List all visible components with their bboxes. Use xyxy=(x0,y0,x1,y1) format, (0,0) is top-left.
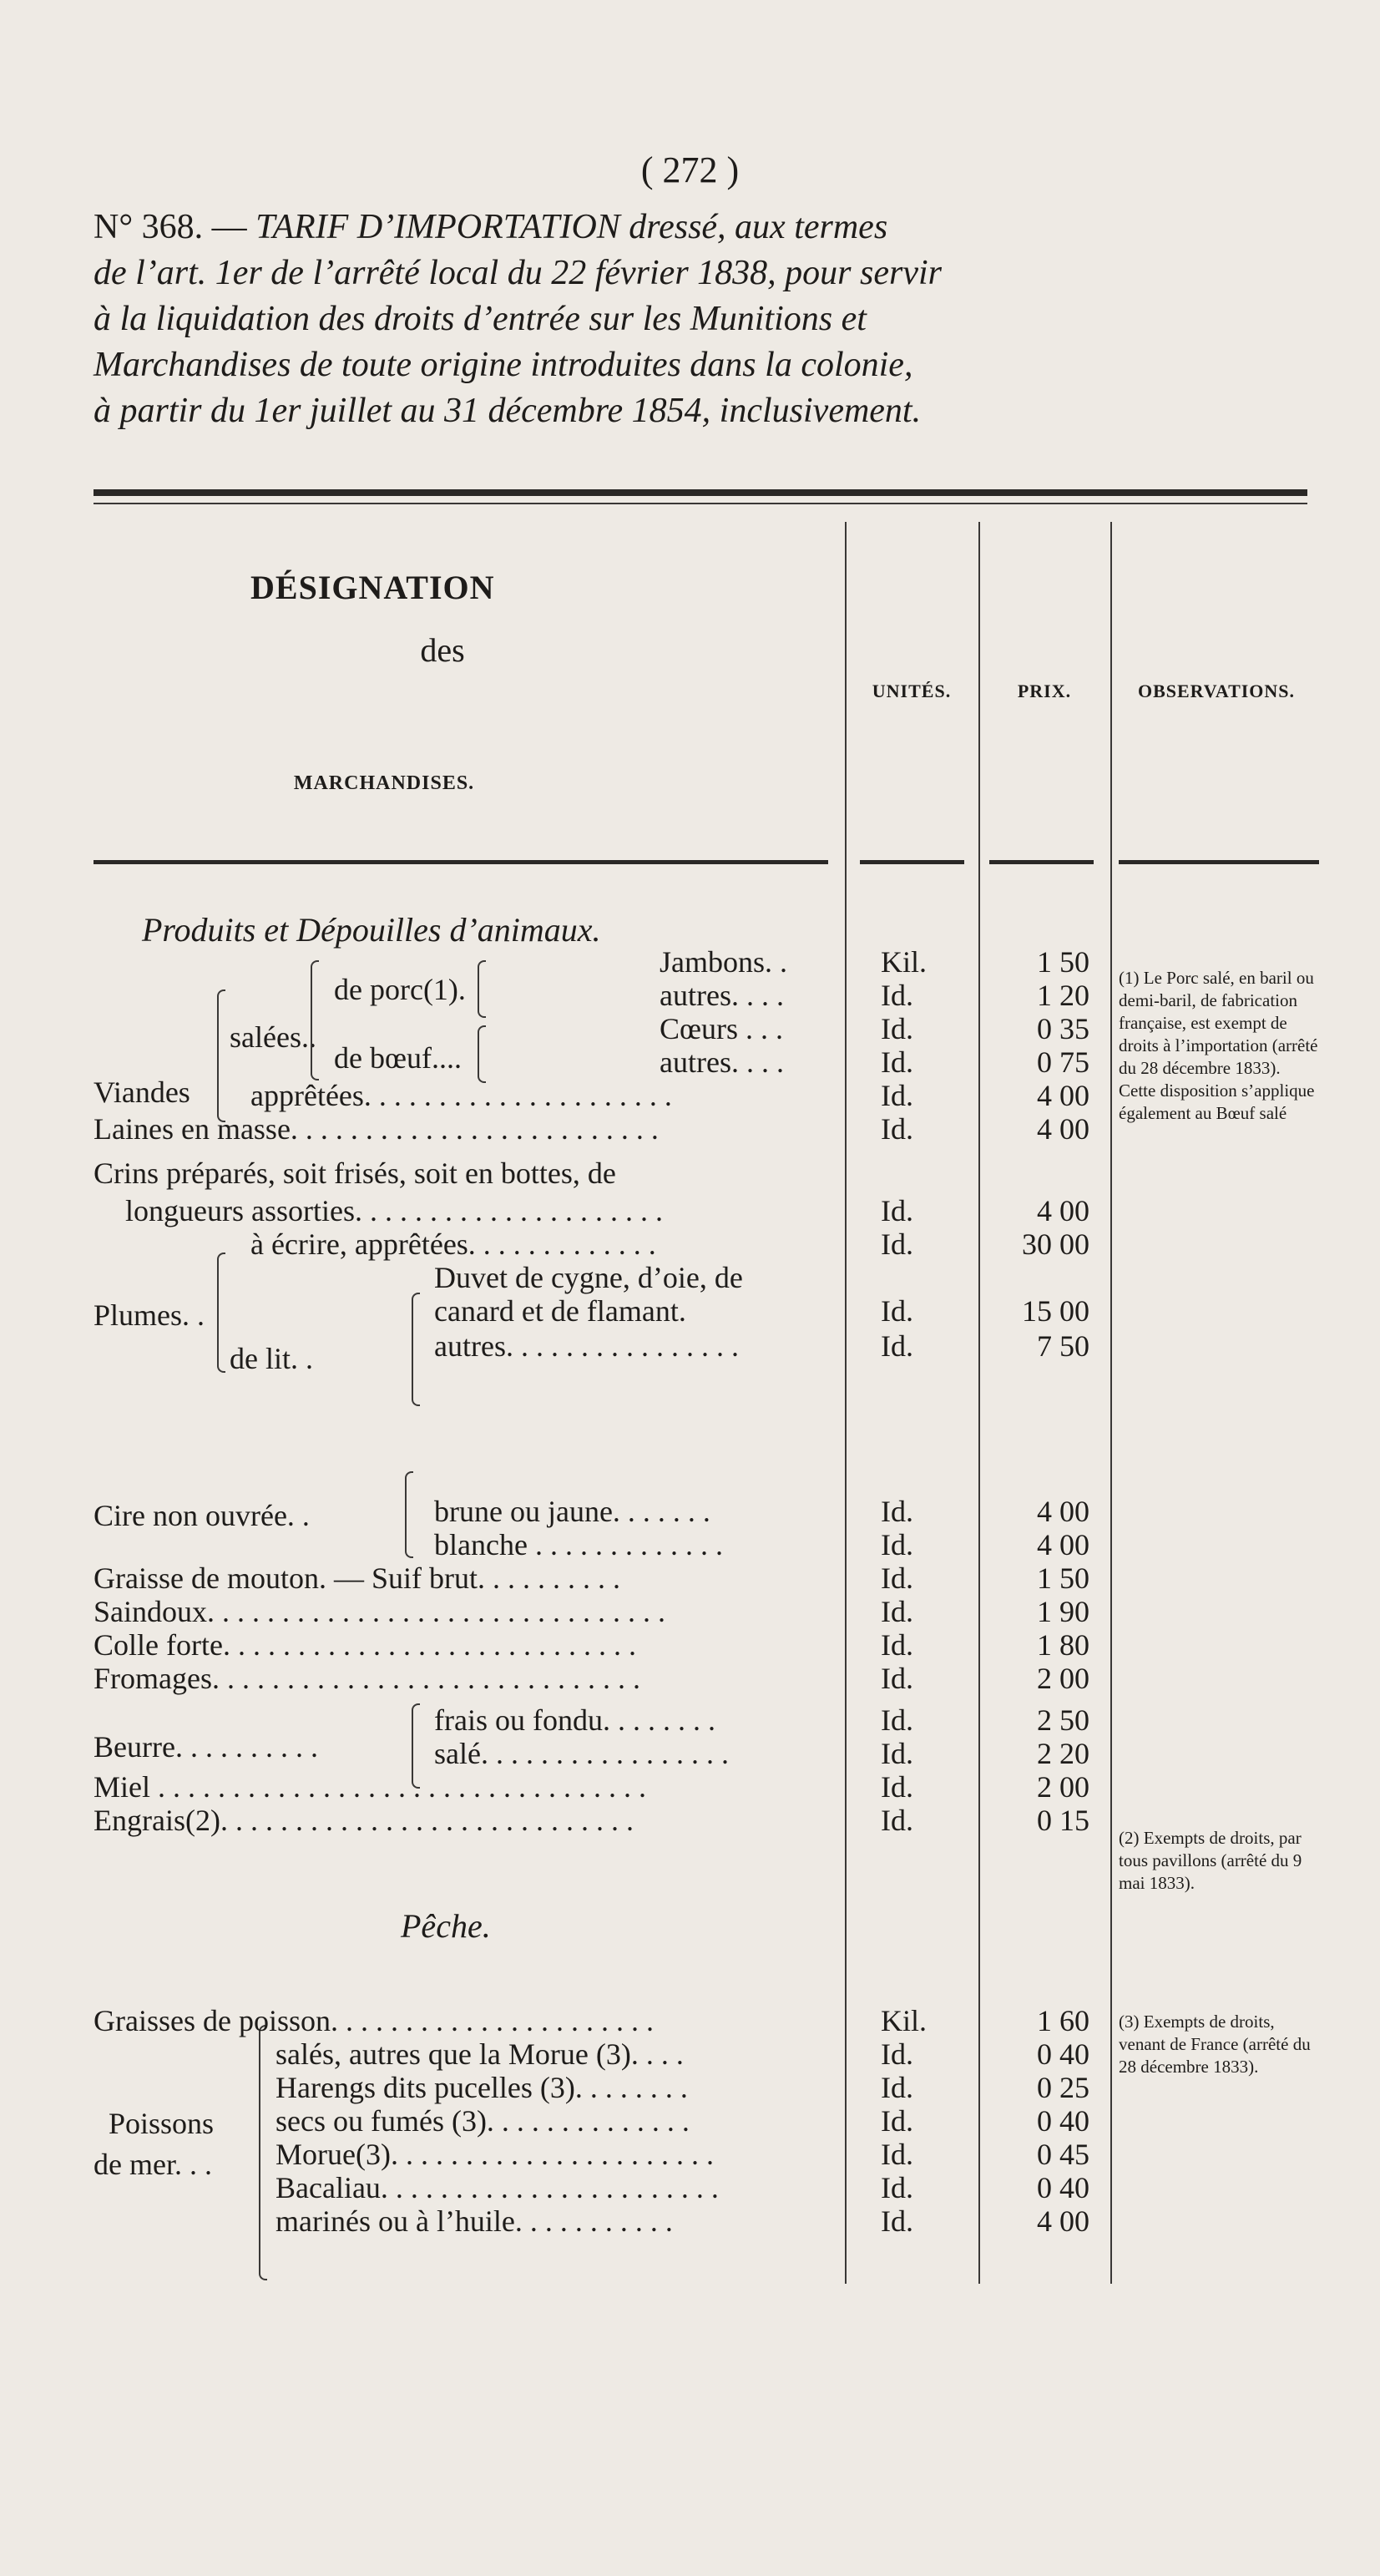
header-designation: DÉSIGNATION xyxy=(250,569,495,606)
row-unit: Id. xyxy=(881,1495,913,1528)
brace-poissons xyxy=(259,2025,267,2280)
header-rule-prix xyxy=(989,860,1094,864)
row-unit: Id. xyxy=(881,1804,913,1837)
tariff-title-rest: dressé, aux termes xyxy=(629,208,888,246)
row-price: 0 45 xyxy=(1037,2138,1089,2171)
label-de-porc: de porc(1). xyxy=(334,973,466,1006)
row-price: 0 40 xyxy=(1037,2104,1089,2138)
row-unit: Id. xyxy=(881,1662,913,1695)
row-price: 4 00 xyxy=(1037,1495,1089,1528)
row-price: 0 75 xyxy=(1037,1045,1089,1079)
row-price: 1 20 xyxy=(1037,979,1089,1012)
row-price: 0 15 xyxy=(1037,1804,1089,1837)
row-price: 4 00 xyxy=(1037,1112,1089,1146)
tariff-title: TARIF D’IMPORTATION xyxy=(255,208,620,246)
row-price: 0 35 xyxy=(1037,1012,1089,1045)
top-thin-rule xyxy=(94,503,1307,504)
row-unit: Id. xyxy=(881,1079,913,1112)
row-unit: Id. xyxy=(881,2171,913,2204)
row-price: 1 60 xyxy=(1037,2004,1089,2037)
row-price: 1 80 xyxy=(1037,1628,1089,1662)
row-unit: Id. xyxy=(881,1595,913,1628)
label-beurre: Beurre. . . . . . . . . . xyxy=(94,1730,318,1764)
row-label: Miel . . . . . . . . . . . . . . . . . . . . . . . . . . . . . . . . . xyxy=(94,1770,646,1804)
row-price: 30 00 xyxy=(1022,1227,1089,1261)
row-label: frais ou fondu. . . . . . . . xyxy=(434,1703,715,1737)
label-de-boeuf: de bœuf.... xyxy=(334,1041,462,1075)
heading-text-4: Marchandises de toute origine introduites dans la colonie, xyxy=(94,346,913,384)
row-label: Engrais(2). . . . . . . . . . . . . . . . . . . . . . . . . . . . xyxy=(94,1804,634,1837)
label-de-mer: de mer. . . xyxy=(94,2148,212,2181)
row-unit: Kil. xyxy=(881,945,928,979)
heading-line-2 xyxy=(94,251,1312,296)
row-price: 0 40 xyxy=(1037,2171,1089,2204)
top-thick-rule xyxy=(94,489,1307,496)
header-rule-designation xyxy=(94,860,828,864)
row-unit: Id. xyxy=(881,1329,913,1363)
row-price: 4 00 xyxy=(1037,1079,1089,1112)
label-cire: Cire non ouvrée. . xyxy=(94,1499,310,1532)
row-label: Fromages. . . . . . . . . . . . . . . . . . . . . . . . . . . . . xyxy=(94,1662,640,1695)
row-unit: Id. xyxy=(881,1528,913,1561)
row-unit: Id. xyxy=(881,1012,913,1045)
row-label: Harengs dits pucelles (3). . . . . . . . xyxy=(275,2071,688,2104)
heading-text-2: de l’art. 1er de l’arrêté local du 22 février 1838, pour servir xyxy=(94,254,942,292)
brace-boeuf xyxy=(478,1025,486,1083)
row-label: brune ou jaune. . . . . . . xyxy=(434,1495,710,1528)
row-unit: Id. xyxy=(881,1194,913,1227)
row-label: Graisses de poisson. . . . . . . . . . . . . . . . . . . . . . xyxy=(94,2004,654,2037)
heading-line-5 xyxy=(94,388,1312,434)
label-salees: salées.. xyxy=(230,1020,316,1054)
note-3: (3) Exempts de droits, venant de France (arrêté du 28 décembre 1833). xyxy=(1119,2012,1311,2077)
row-unit: Id. xyxy=(881,1045,913,1079)
row-price: 7 50 xyxy=(1037,1329,1089,1363)
row-price: 0 40 xyxy=(1037,2037,1089,2071)
row-unit: Id. xyxy=(881,2037,913,2071)
row-unit: Id. xyxy=(881,2138,913,2171)
row-label: secs ou fumés (3). . . . . . . . . . . . . . xyxy=(275,2104,690,2138)
brace-porc xyxy=(478,960,486,1018)
row-price: 2 00 xyxy=(1037,1770,1089,1804)
heading-text-5: à partir du 1er juillet au 31 décembre 1854, inclusivement. xyxy=(94,392,922,430)
row-label: à écrire, apprêtées. . . . . . . . . . . . . xyxy=(250,1227,656,1261)
row-label: Colle forte. . . . . . . . . . . . . . . . . . . . . . . . . . . . xyxy=(94,1628,636,1662)
heading-line-4 xyxy=(94,342,1312,388)
row-price: 4 00 xyxy=(1037,1194,1089,1227)
label-plumes: Plumes. . xyxy=(94,1298,205,1332)
row-label: salé. . . . . . . . . . . . . . . . . xyxy=(434,1737,729,1770)
label-de-lit: de lit. . xyxy=(230,1342,313,1375)
label-poissons: Poissons xyxy=(109,2107,215,2140)
section-produits: Produits et Dépouilles d’animaux. xyxy=(142,911,601,949)
brace-de-lit xyxy=(412,1293,420,1406)
row-price: 1 50 xyxy=(1037,945,1089,979)
header-unites: UNITÉS. xyxy=(872,681,952,701)
row-label: blanche . . . . . . . . . . . . . xyxy=(434,1528,723,1561)
row-label: Duvet de cygne, d’oie, de xyxy=(434,1261,743,1294)
row-price: 15 00 xyxy=(1022,1294,1089,1328)
row-price: 2 50 xyxy=(1037,1703,1089,1737)
row-label: Laines en masse. . . . . . . . . . . . . . . . . . . . . . . . . xyxy=(94,1112,659,1146)
row-label: Crins préparés, soit frisés, soit en bottes, de xyxy=(94,1156,616,1190)
row-unit: Id. xyxy=(881,1561,913,1595)
header-prix: PRIX. xyxy=(1017,681,1072,701)
row-label: canard et de flamant. xyxy=(434,1294,686,1328)
row-unit: Id. xyxy=(881,2204,913,2238)
page-number: ( 272 ) xyxy=(640,149,740,190)
column-divider-observations xyxy=(1110,522,1112,2284)
row-price: 4 00 xyxy=(1037,1528,1089,1561)
row-unit: Id. xyxy=(881,2071,913,2104)
column-divider-units xyxy=(845,522,847,2284)
row-unit: Id. xyxy=(881,1294,913,1328)
row-label: salés, autres que la Morue (3). . . . xyxy=(275,2037,684,2071)
row-unit: Id. xyxy=(881,979,913,1012)
label-viandes: Viandes xyxy=(94,1075,190,1109)
row-price: 1 50 xyxy=(1037,1561,1089,1595)
section-peche: Pêche. xyxy=(401,1907,491,1945)
row-unit: Id. xyxy=(881,1770,913,1804)
header-rule-unites xyxy=(860,860,964,864)
row-price: 4 00 xyxy=(1037,2204,1089,2238)
header-observations: OBSERVATIONS. xyxy=(1137,681,1296,701)
row-price: 2 00 xyxy=(1037,1662,1089,1695)
row-unit: Id. xyxy=(881,1227,913,1261)
row-unit: Kil. xyxy=(881,2004,928,2037)
row-label: marinés ou à l’huile. . . . . . . . . . . xyxy=(275,2204,673,2238)
row-label: Bacaliau. . . . . . . . . . . . . . . . . . . . . . . xyxy=(275,2171,719,2204)
row-label: longueurs assorties. . . . . . . . . . . . . . . . . . . . . xyxy=(125,1194,663,1227)
row-unit: Id. xyxy=(881,1703,913,1737)
header-rule-observations xyxy=(1119,860,1319,864)
row-price: 2 20 xyxy=(1037,1737,1089,1770)
row-label: autres. . . . xyxy=(660,1045,784,1079)
row-label: Saindoux. . . . . . . . . . . . . . . . . . . . . . . . . . . . . . . xyxy=(94,1595,666,1628)
row-label: Morue(3). . . . . . . . . . . . . . . . . . . . . . xyxy=(275,2138,714,2171)
row-label: Graisse de mouton. — Suif brut. . . . . . . . . . xyxy=(94,1561,620,1595)
row-label: Cœurs . . . xyxy=(660,1012,784,1045)
row-price: 1 90 xyxy=(1037,1595,1089,1628)
row-unit: Id. xyxy=(881,1737,913,1770)
tariff-number: N° 368. — xyxy=(94,208,247,246)
brace-cire xyxy=(405,1471,413,1558)
brace-plumes xyxy=(217,1253,225,1373)
heading-line-3 xyxy=(94,296,1312,342)
row-label: apprêtées. . . . . . . . . . . . . . . . . . . . . xyxy=(250,1079,672,1112)
note-1: (1) Le Porc salé, en baril ou demi-baril, de fabrication française, est exempt de droits à l’importation (arrêté du 28 décembre 1833). Cette disposition s’applique également au Bœuf salé xyxy=(1119,968,1318,1123)
row-label: Jambons. . xyxy=(660,945,787,979)
column-divider-prices xyxy=(978,522,980,2284)
row-label: autres. . . . . . . . . . . . . . . . xyxy=(434,1329,739,1363)
heading-text-3: à la liquidation des droits d’entrée sur les Munitions et xyxy=(94,300,867,338)
row-unit: Id. xyxy=(881,2104,913,2138)
header-marchandises: MARCHANDISES. xyxy=(293,772,475,794)
note-2: (2) Exempts de droits, par tous pavillons (arrêté du 9 mai 1833). xyxy=(1119,1828,1302,1893)
row-label: autres. . . . xyxy=(660,979,784,1012)
heading-line-1 xyxy=(94,205,1312,251)
row-unit: Id. xyxy=(881,1112,913,1146)
brace-salees xyxy=(311,960,319,1081)
header-des: des xyxy=(420,631,465,669)
row-unit: Id. xyxy=(881,1628,913,1662)
brace-viandes xyxy=(217,989,225,1122)
row-price: 0 25 xyxy=(1037,2071,1089,2104)
